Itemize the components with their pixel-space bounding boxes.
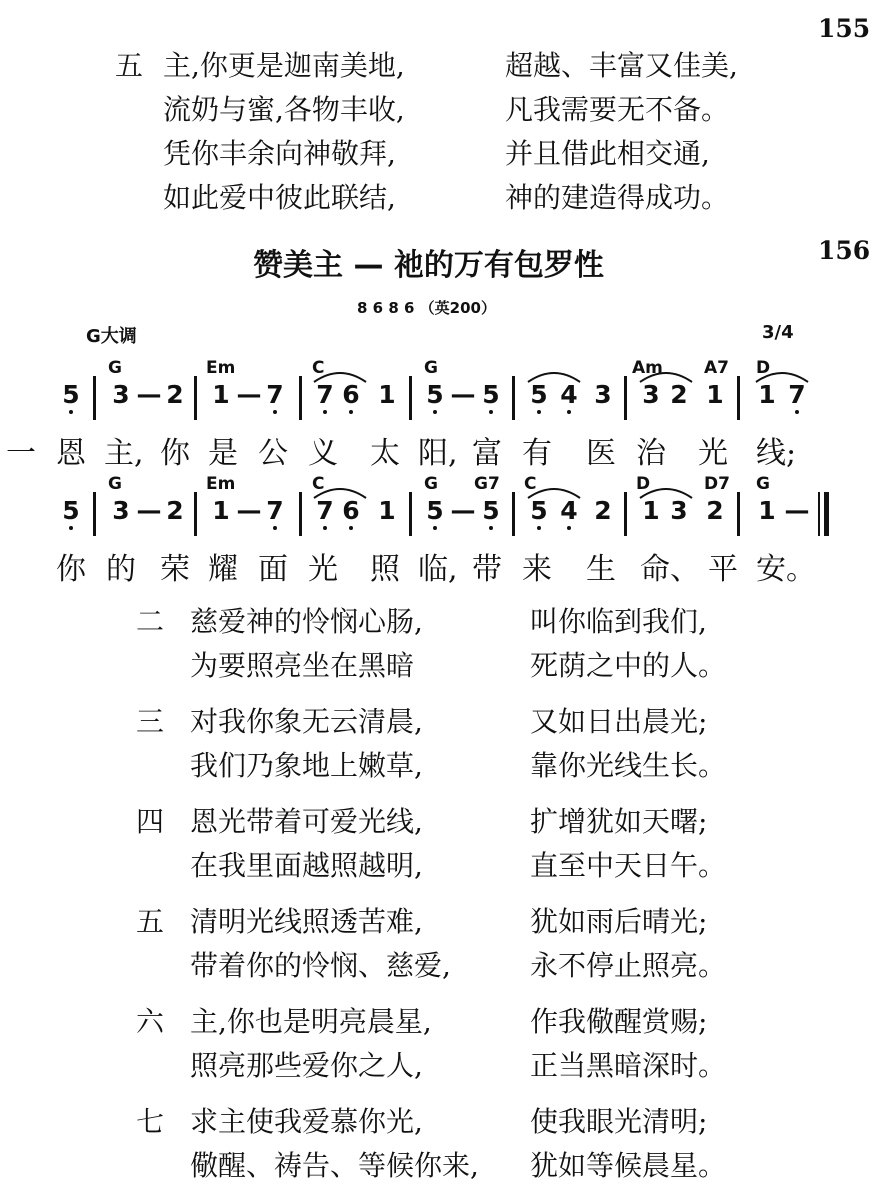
- bar-line: [93, 376, 96, 420]
- note: 3: [112, 496, 130, 525]
- lyric-syllable: 面: [258, 552, 288, 587]
- lyric-syllable: 临,: [418, 552, 458, 587]
- slur-arc: [526, 482, 582, 502]
- lyric-line: 主,你更是迦南美地,: [163, 49, 405, 82]
- lyric-syllable: 光: [308, 552, 338, 587]
- lyric-line: 凭你丰余向神敬拜,: [163, 137, 396, 170]
- note: —: [450, 380, 476, 409]
- lower-octave-dot: [489, 410, 493, 414]
- lyric-line: 叫你临到我们,: [530, 605, 707, 638]
- lyric-syllable: 荣: [160, 552, 190, 587]
- chord-symbol: G: [424, 358, 438, 378]
- note: —: [136, 496, 162, 525]
- lyric-line: 并且借此相交通,: [505, 137, 710, 170]
- lyric-line: 我们乃象地上嫩草,: [190, 749, 423, 782]
- lyric-line: 为要照亮坐在黑暗: [190, 649, 415, 682]
- note: —: [236, 380, 262, 409]
- lyric-syllable: 来: [522, 552, 552, 587]
- bar-line: [299, 492, 302, 536]
- note: 5: [530, 380, 548, 409]
- bar-line: [624, 376, 627, 420]
- lyric-syllable: 命、: [640, 552, 700, 587]
- lyric-syllable: 的: [106, 552, 136, 587]
- stanza-right-column: [505, 44, 738, 220]
- lower-octave-dot: [795, 410, 799, 414]
- lower-octave-dot: [433, 410, 437, 414]
- stanza-right-column: [530, 1100, 726, 1188]
- stanza-number: 六: [136, 1005, 165, 1038]
- lyric-line: 犹如等候晨星。: [530, 1149, 727, 1182]
- lower-octave-dot: [349, 410, 353, 414]
- note: 5: [62, 496, 80, 525]
- chord-symbol: D: [636, 474, 651, 494]
- note: 5: [426, 496, 444, 525]
- lower-octave-dot: [537, 526, 541, 530]
- stanza-right-column: [530, 600, 726, 688]
- stanza-number: 四: [136, 805, 165, 838]
- note: 1: [378, 380, 396, 409]
- lower-octave-dot: [69, 410, 73, 414]
- lyric-line: 永不停止照亮。: [530, 949, 727, 982]
- lyric-syllable: 安。: [756, 552, 816, 587]
- lyric-line: 正当黑暗深时。: [530, 1049, 727, 1082]
- stanza-right-column: [530, 700, 726, 788]
- lyric-syllable: 太: [370, 436, 400, 471]
- lyric-syllable: 带: [472, 552, 502, 587]
- chord-symbol: C: [524, 474, 537, 494]
- stanza-left-column: [190, 600, 423, 688]
- note: 7: [266, 380, 284, 409]
- lyric-syllable: 义: [308, 436, 338, 471]
- note: 6: [342, 496, 360, 525]
- stanza-left-column: [190, 900, 451, 988]
- lyric-syllable: 有: [522, 436, 552, 471]
- chord-symbol: D7: [704, 474, 730, 494]
- bar-line: [299, 376, 302, 420]
- lyric-line: 直至中天日午。: [530, 849, 727, 882]
- note: 1: [642, 496, 660, 525]
- hymn-title: 赞美主 — 祂的万有包罗性: [253, 248, 604, 283]
- bar-line: [737, 492, 740, 536]
- note: 1: [758, 496, 776, 525]
- hymn-meter: 8 6 8 6 （英200）: [357, 299, 496, 317]
- note: 2: [166, 380, 184, 409]
- note: 2: [166, 496, 184, 525]
- lyric-line: 靠你光线生长。: [530, 749, 727, 782]
- lyric-line: 犹如雨后晴光;: [530, 905, 708, 938]
- lyric-syllable: 平: [708, 552, 738, 587]
- note: 6: [342, 380, 360, 409]
- note: 1: [758, 380, 776, 409]
- bar-line: [512, 492, 515, 536]
- note: 7: [316, 496, 334, 525]
- slur-arc: [526, 366, 582, 386]
- note: 7: [788, 380, 806, 409]
- stanza-number: 七: [136, 1105, 165, 1138]
- lyric-line: 恩光带着可爱光线,: [190, 805, 423, 838]
- lower-octave-dot: [433, 526, 437, 530]
- note: 3: [642, 380, 660, 409]
- chord-symbol: A7: [704, 358, 729, 378]
- lyric-line: 求主使我爱慕你光,: [190, 1105, 423, 1138]
- lyric-line: 死荫之中的人。: [530, 649, 727, 682]
- lyric-syllable: 线;: [756, 436, 797, 471]
- note: 5: [482, 496, 500, 525]
- lyric-line: 照亮那些爱你之人,: [190, 1049, 423, 1082]
- hymn-key: G大调: [86, 326, 137, 347]
- lyric-syllable: 照: [370, 552, 400, 587]
- note: 7: [316, 380, 334, 409]
- note: 2: [594, 496, 612, 525]
- lyric-line: 如此爱中彼此联结,: [163, 181, 396, 214]
- lyric-syllable: 富: [472, 436, 502, 471]
- bar-line: [512, 376, 515, 420]
- lyric-syllable: 一: [6, 436, 36, 471]
- stanza-left-column: [190, 800, 423, 888]
- stanza-number: 五: [136, 905, 165, 938]
- lower-octave-dot: [69, 526, 73, 530]
- lyric-line: 凡我需要无不备。: [505, 93, 730, 126]
- lyric-syllable: 恩: [56, 436, 86, 471]
- lyric-line: 儆醒、祷告、等候你来,: [190, 1149, 479, 1182]
- note: 2: [706, 496, 724, 525]
- note: —: [136, 380, 162, 409]
- final-bar-line-thin: [818, 492, 820, 536]
- bar-line: [409, 492, 412, 536]
- lyric-syllable: 光: [698, 436, 728, 471]
- lower-octave-dot: [567, 526, 571, 530]
- note: 4: [560, 496, 578, 525]
- slur-arc: [638, 366, 694, 386]
- note: 5: [62, 380, 80, 409]
- chord-symbol: G: [108, 358, 122, 378]
- lower-octave-dot: [323, 410, 327, 414]
- bar-line: [194, 492, 197, 536]
- chord-symbol: G: [756, 474, 770, 494]
- lower-octave-dot: [349, 526, 353, 530]
- lower-octave-dot: [567, 410, 571, 414]
- bar-line: [409, 376, 412, 420]
- lyric-syllable: 阳,: [418, 436, 458, 471]
- lyric-line: 带着你的怜悯、慈爱,: [190, 949, 451, 982]
- stanza-left-column: [190, 1100, 479, 1188]
- chord-symbol: D: [756, 358, 771, 378]
- bar-line: [194, 376, 197, 420]
- lyric-syllable: 主,: [104, 436, 144, 471]
- stanza-number: 二: [136, 605, 165, 638]
- lyric-syllable: 耀: [208, 552, 238, 587]
- lower-octave-dot: [323, 526, 327, 530]
- bar-line: [624, 492, 627, 536]
- chord-symbol: G: [108, 474, 122, 494]
- lyric-line: 使我眼光清明;: [530, 1105, 708, 1138]
- lower-octave-dot: [273, 526, 277, 530]
- lower-octave-dot: [273, 410, 277, 414]
- stanza-right-column: [530, 1000, 726, 1088]
- note: 3: [112, 380, 130, 409]
- slur-arc: [638, 482, 694, 502]
- lyric-line: 在我里面越照越明,: [190, 849, 423, 882]
- note: 5: [426, 380, 444, 409]
- stanza-number: 五: [115, 49, 144, 82]
- note: 1: [212, 380, 230, 409]
- note: —: [450, 496, 476, 525]
- note: 5: [482, 380, 500, 409]
- note: 7: [266, 496, 284, 525]
- stanza-right-column: [530, 900, 726, 988]
- note: 3: [594, 380, 612, 409]
- note: 1: [706, 380, 724, 409]
- lyric-line: 又如日出晨光;: [530, 705, 708, 738]
- page-number-155: 155: [818, 14, 871, 43]
- chord-symbol: C: [312, 358, 325, 378]
- lyric-line: 清明光线照透苦难,: [190, 905, 423, 938]
- note: 2: [670, 380, 688, 409]
- lyric-syllable: 公: [258, 436, 288, 471]
- lyric-line: 慈爱神的怜悯心肠,: [190, 605, 423, 638]
- bar-line: [93, 492, 96, 536]
- lyric-line: 神的建造得成功。: [505, 181, 730, 214]
- lyric-syllable: 你: [160, 436, 190, 471]
- chord-symbol: Em: [206, 358, 236, 378]
- hymn-time-signature: 3/4: [762, 322, 794, 343]
- stanza-left-column: [190, 700, 423, 788]
- stanza-number: 三: [136, 705, 165, 738]
- lyric-line: 作我儆醒赏赐;: [530, 1005, 708, 1038]
- note: 1: [212, 496, 230, 525]
- lyric-syllable: 是: [208, 436, 238, 471]
- chord-symbol: G: [424, 474, 438, 494]
- lyric-syllable: 治: [636, 436, 666, 471]
- note: 3: [670, 496, 688, 525]
- lyric-line: 对我你象无云清晨,: [190, 705, 423, 738]
- lyric-line: 扩增犹如天曙;: [530, 805, 708, 838]
- lyric-syllable: 医: [586, 436, 616, 471]
- lyric-line: 主,你也是明亮晨星,: [190, 1005, 432, 1038]
- chord-symbol: Em: [206, 474, 236, 494]
- lyric-line: 流奶与蜜,各物丰收,: [163, 93, 405, 126]
- note: 4: [560, 380, 578, 409]
- lower-octave-dot: [537, 410, 541, 414]
- stanza-right-column: [530, 800, 726, 888]
- note: —: [784, 496, 810, 525]
- chord-symbol: Am: [632, 358, 663, 378]
- stanza-left-column: [163, 44, 405, 220]
- note: —: [236, 496, 262, 525]
- chord-symbol: C: [312, 474, 325, 494]
- bar-line: [737, 376, 740, 420]
- slur-arc: [754, 366, 810, 386]
- note: 5: [530, 496, 548, 525]
- lyric-syllable: 生: [586, 552, 616, 587]
- slur-arc: [312, 482, 368, 502]
- note: 1: [378, 496, 396, 525]
- stanza-left-column: [190, 1000, 432, 1088]
- lyric-line: 超越、丰富又佳美,: [505, 49, 738, 82]
- slur-arc: [312, 366, 368, 386]
- lower-octave-dot: [489, 526, 493, 530]
- final-bar-line-thick: [824, 492, 829, 536]
- chord-symbol: G7: [474, 474, 500, 494]
- hymn-number-156: 156: [818, 236, 871, 265]
- lyric-syllable: 你: [56, 552, 86, 587]
